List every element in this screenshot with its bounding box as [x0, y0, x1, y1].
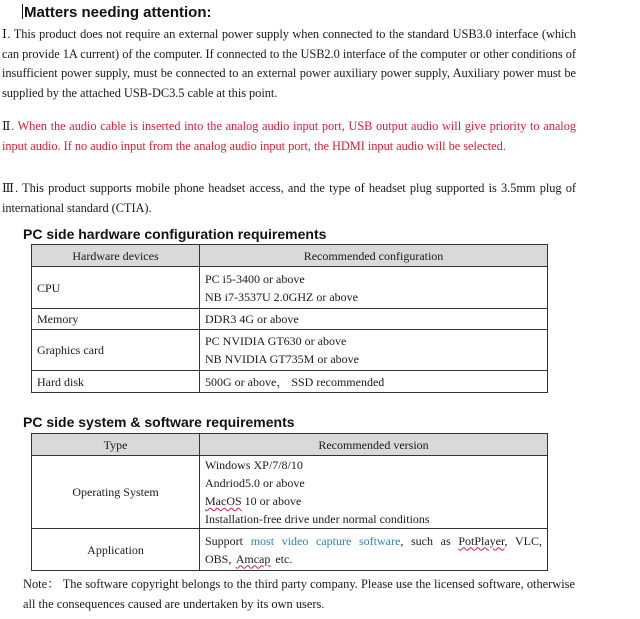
table-header-row — [32, 245, 548, 267]
spellcheck-underlined-word: PotPlayer — [458, 533, 505, 548]
notice-text: . This product supports mobile phone headset access, and the type of headset plug supported is 3.5mm plug of international standard (CTIA). — [2, 181, 576, 215]
notice-1 — [2, 25, 576, 103]
device-cell: Graphics card — [32, 330, 200, 371]
notice-text: . This product does not require an external power supply when connected to the standard USB3.0 interface (which can provide 1A current) of the computer. If connected to the USB2.0 interface of the computer or other conditions of insufficient power supply, must be connected to an external power auxiliary power supply, Auxiliary power must be supplied by the attached USB-DC3.5 cable at this point. — [2, 27, 576, 100]
table-row — [32, 267, 548, 309]
table-row — [32, 309, 548, 330]
notice-text: . When the audio cable is inserted into the analog audio input port, USB output audio will give priority to analog input audio. If no audio input from the analog audio input port, the HDMI input audio will be selected. — [2, 119, 576, 153]
table-row — [32, 456, 548, 529]
config-cell: PC i5-3400 or above NB i7-3537U 2.0GHZ or above — [200, 267, 548, 309]
table-row — [32, 330, 548, 371]
notice-2 — [2, 117, 576, 156]
spellcheck-underlined-word: Amcap — [235, 551, 271, 566]
config-cell: 500G or above， SSD recommended — [200, 371, 548, 393]
version-cell: Windows XP/7/8/10 Andriod5.0 or above MacOS 10 or above Installation-free drive under normal conditions — [200, 456, 548, 529]
attention-heading: Matters needing attention: — [24, 4, 212, 21]
table-header-row — [32, 434, 548, 456]
config-cell: DDR3 4G or above — [200, 309, 548, 330]
text-cursor — [22, 4, 23, 19]
notice-numeral: Ⅰ — [2, 27, 8, 41]
header-hardware-devices: Hardware devices — [32, 245, 200, 267]
device-cell: Memory — [32, 309, 200, 330]
software-section-title: PC side system & software requirements — [23, 414, 295, 430]
type-cell: Operating System — [32, 456, 200, 529]
copyright-note: Note： The software copyright belongs to the third party company. Please use the licensed software, otherwise all the consequences caused are undertaken by its own users. — [23, 577, 575, 611]
type-cell: Application — [32, 529, 200, 571]
device-cell: Hard disk — [32, 371, 200, 393]
device-cell: CPU — [32, 267, 200, 309]
spellcheck-underlined-word: MacOS — [205, 494, 242, 508]
hardware-requirements-table — [31, 244, 548, 393]
notice-numeral: Ⅲ — [2, 181, 16, 195]
notice-3 — [2, 179, 576, 218]
header-type: Type — [32, 434, 200, 456]
version-cell: Support most video capture software, such as PotPlayer, VLC, OBS, Amcap etc. — [200, 529, 548, 571]
notice-numeral: Ⅱ — [2, 119, 12, 133]
header-recommended-version: Recommended version — [200, 434, 548, 456]
config-cell: PC NVIDIA GT630 or above NB NVIDIA GT735M or above — [200, 330, 548, 371]
hardware-section-title: PC side hardware configuration requirements — [23, 226, 327, 242]
table-row — [32, 371, 548, 393]
video-capture-software-link[interactable]: most video capture software — [250, 533, 401, 548]
header-recommended-configuration: Recommended configuration — [200, 245, 548, 267]
software-requirements-table — [31, 433, 548, 571]
table-row — [32, 529, 548, 571]
